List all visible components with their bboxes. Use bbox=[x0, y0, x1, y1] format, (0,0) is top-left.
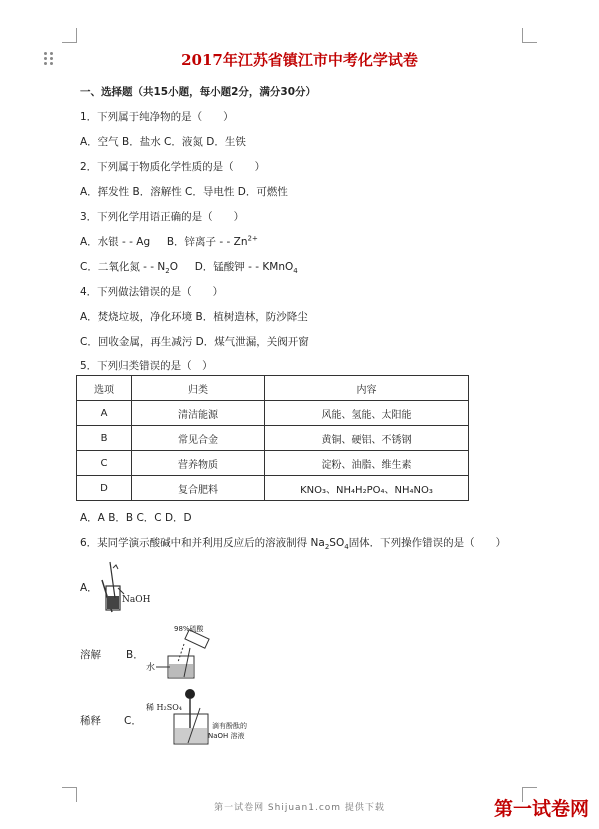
q2-options: A．挥发性 B．溶解性 C．导电性 D．可燃性 bbox=[80, 186, 288, 198]
q6-figure-c-solution-2: NaOH 溶液 bbox=[208, 732, 245, 740]
q3-options-cd bbox=[80, 259, 298, 275]
q6-figure-a-text: NaOH bbox=[122, 595, 151, 605]
q4-stem: 4．下列做法错误的是（ ） bbox=[80, 286, 224, 298]
q3-option-a: A．水银 - - Ag bbox=[80, 236, 151, 248]
q6-stem-post: 固体．下列操作错误的是（ ） bbox=[348, 537, 507, 549]
q5-header-category: 归类 bbox=[132, 376, 265, 401]
table-cell: 常见合金 bbox=[132, 426, 265, 451]
q5-stem: 5．下列归类错误的是（ ） bbox=[80, 360, 213, 372]
table-cell: 营养物质 bbox=[132, 451, 265, 476]
q4-options-cd: C．回收金属，再生减污 D．煤气泄漏，关阀开窗 bbox=[80, 336, 309, 348]
q6-figure-c-acid: 稀 H₂SO₄ bbox=[146, 703, 182, 712]
q3-stem: 3．下列化学用语正确的是（ ） bbox=[80, 211, 245, 223]
q3-option-c: C．二氧化氮 - - N bbox=[80, 261, 166, 273]
q5-table-header-row bbox=[77, 376, 469, 401]
q6-stem-subscript-2: 4 bbox=[344, 543, 349, 552]
q3-options-ab bbox=[80, 234, 258, 249]
table-cell: 清洁能源 bbox=[132, 401, 265, 426]
table-cell: KNO₃、NH₄H₂PO₄、NH₄NO₃ bbox=[265, 476, 469, 501]
q3-option-c-subscript: 2 bbox=[165, 267, 170, 276]
brand-logo: 第一试卷网 bbox=[493, 798, 589, 820]
table-row bbox=[77, 426, 469, 451]
q6-stem-mid: SO bbox=[329, 537, 345, 549]
q6-figure-b-prefix: 溶解 bbox=[80, 649, 101, 661]
q6-stem-pre: 6．某同学演示酸碱中和并利用反应后的溶液制得 Na bbox=[80, 537, 325, 549]
q3-option-b: B．锌离子 - - Zn bbox=[166, 236, 248, 248]
q3-option-d: D．锰酸钾 - - KMnO bbox=[194, 261, 294, 273]
q2-stem: 2．下列属于物质化学性质的是（ ） bbox=[80, 161, 266, 173]
table-cell: D bbox=[77, 476, 132, 501]
q5-header-option: 选项 bbox=[77, 376, 132, 401]
q6-figure-c-label: C． bbox=[124, 715, 142, 727]
q6-figure-c-solution-1: 滴有酚酞的 bbox=[212, 722, 247, 730]
q1-options: A．空气 B．盐水 C．液氮 D．生铁 bbox=[80, 136, 246, 148]
q6-figure-b-water: 水 bbox=[146, 663, 156, 673]
table-cell: 复合肥料 bbox=[132, 476, 265, 501]
q6-figure-a-label: A． bbox=[80, 582, 98, 594]
table-row bbox=[77, 476, 469, 501]
crop-mark-top-left bbox=[62, 28, 77, 43]
page-title: 2017年江苏省镇江市中考化学试卷 bbox=[181, 51, 418, 69]
q3-option-c-tail: O bbox=[169, 261, 179, 273]
q6-figure-c-image bbox=[144, 688, 254, 748]
q3-option-d-subscript: 4 bbox=[293, 267, 298, 276]
q6-figure-b-label: B． bbox=[126, 649, 144, 661]
table-cell: 风能、氢能、太阳能 bbox=[265, 401, 469, 426]
q4-options-ab: A．焚烧垃圾，净化环境 B．植树造林，防沙降尘 bbox=[80, 311, 308, 323]
q5-header-content: 内容 bbox=[265, 376, 469, 401]
table-cell: 淀粉、油脂、维生素 bbox=[265, 451, 469, 476]
q6-stem-subscript: 2 bbox=[324, 543, 330, 552]
crop-mark-top-right bbox=[522, 28, 537, 43]
page-footer: 第一试卷网 Shijuan1.com 提供下载 bbox=[214, 803, 385, 813]
q6-stem bbox=[80, 535, 506, 551]
q6-figure-b-acid: 98%硫酸 bbox=[174, 625, 204, 633]
q1-stem: 1．下列属于纯净物的是（ ） bbox=[80, 111, 234, 123]
table-cell: 黄铜、硬铝、不锈钢 bbox=[265, 426, 469, 451]
table-cell: A bbox=[77, 401, 132, 426]
q5-table bbox=[76, 375, 469, 501]
q3-option-b-superscript: 2+ bbox=[247, 234, 258, 243]
q6-figure-a-image bbox=[96, 558, 156, 614]
section-heading: 一、选择题（共15小题，每小题2分，满分30分） bbox=[80, 86, 317, 98]
q6-figure-b-image bbox=[144, 622, 224, 682]
table-row bbox=[77, 401, 469, 426]
q6-figure-c-prefix: 稀释 bbox=[80, 715, 101, 727]
table-cell: C bbox=[77, 451, 132, 476]
table-row bbox=[77, 451, 469, 476]
table-cell: B bbox=[77, 426, 132, 451]
q5-options: A．A B．B C．C D．D bbox=[80, 512, 192, 524]
